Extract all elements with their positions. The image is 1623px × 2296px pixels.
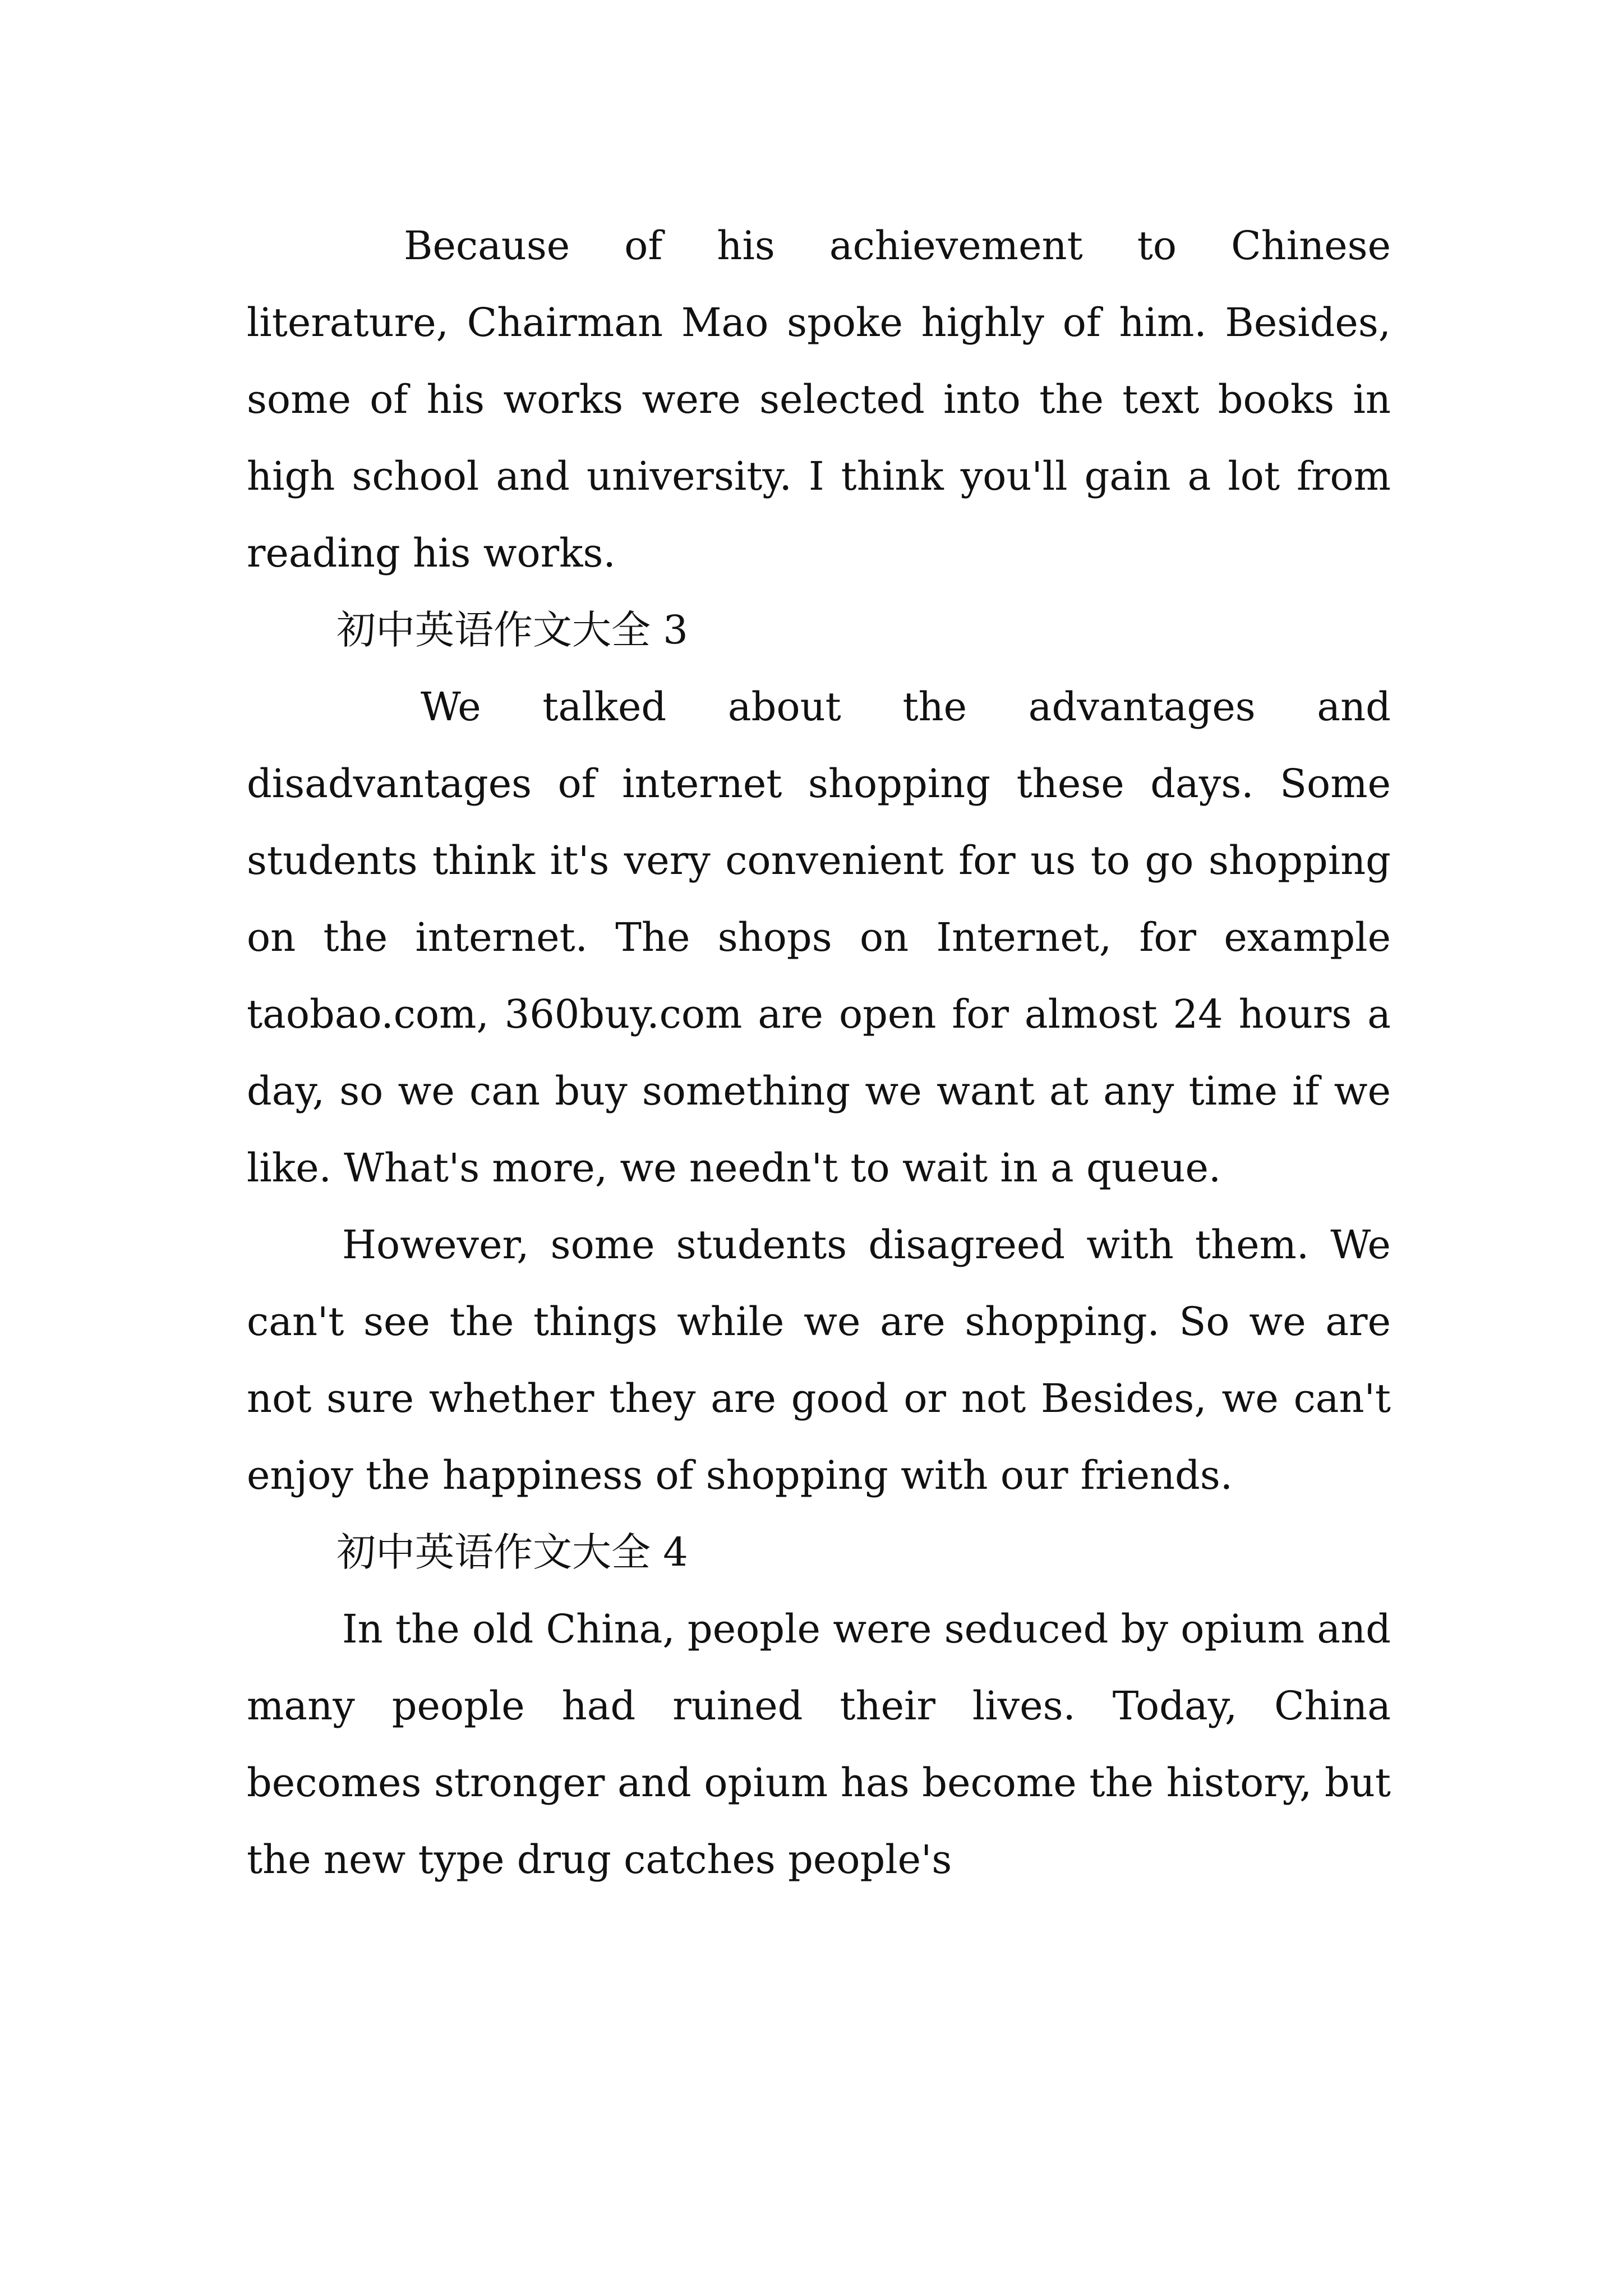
section-heading-3: 初中英语作文大全 3: [336, 607, 688, 653]
paragraph-2: We talked about the advantages and disadvantages of internet shopping these days. Some students think it's very convenient for us to go shopping on the internet. The shops on Internet, for example taobao.com, 360buy.com are open for almost 24 hours a day, so we can buy something we want at any time if we like. What's more, we needn't to wait in a queue.: [247, 684, 1391, 1191]
paragraph-4: In the old China, people were seduced by opium and many people had ruined their lives. Today, China becomes stronger and opium has become the history, but the new type drug catches people's: [247, 1606, 1391, 1883]
paragraph-1: Because of his achievement to Chinese literature, Chairman Mao spoke highly of him. Besides, some of his works were selected into the text books in high school and university. I think you'll gain a lot from reading his works.: [247, 223, 1391, 576]
paragraph-3: However, some students disagreed with them. We can't see the things while we are shopping. So we are not sure whether they are good or not Besides, we can't enjoy the happiness of shopping with our friends.: [247, 1222, 1391, 1498]
document-page: [247, 208, 1391, 1898]
section-heading-4: 初中英语作文大全 4: [336, 1529, 688, 1575]
